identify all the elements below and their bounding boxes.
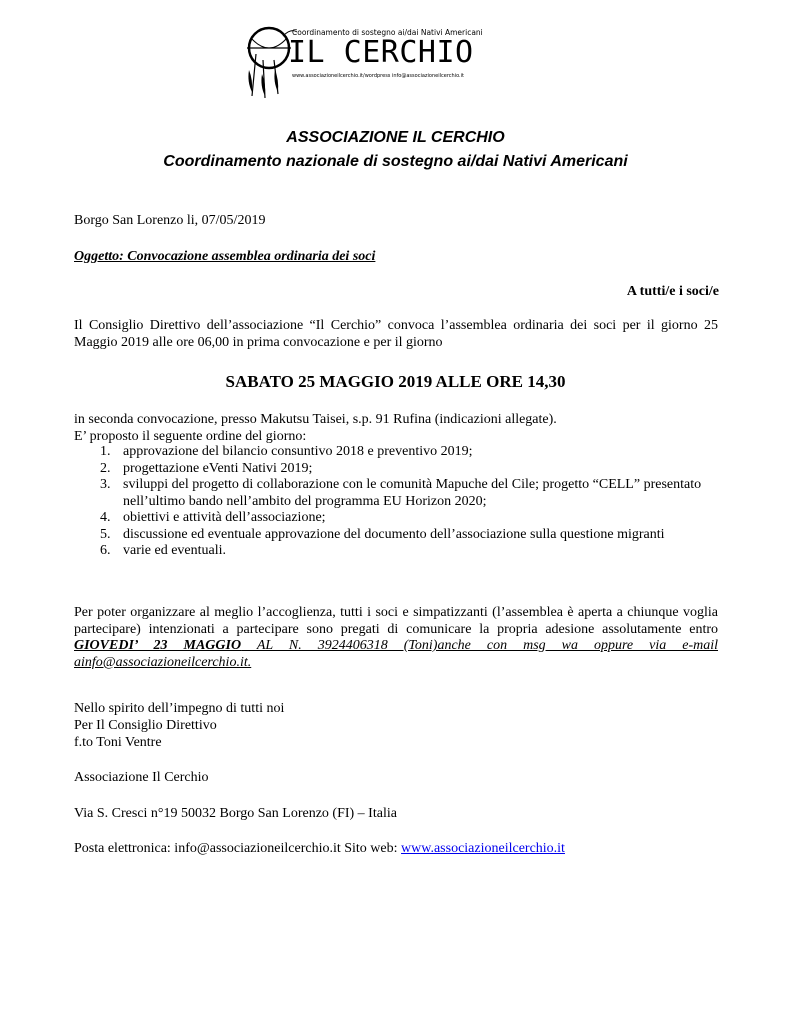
agenda-item-text: progettazione eVenti Nativi 2019; (123, 460, 313, 476)
agenda-item-number: 2. (100, 460, 111, 476)
recipients: A tutti/e i soci/e (626, 284, 719, 299)
meeting-date: SABATO 25 MAGGIO 2019 ALLE ORE 14,30 (225, 372, 566, 391)
place-date: Borgo San Lorenzo li, 07/05/2019 (74, 213, 266, 228)
org-name: Associazione Il Cerchio (74, 770, 209, 785)
agenda-item (74, 444, 734, 461)
agenda-item-number: 3. (100, 477, 111, 492)
logo (243, 14, 483, 100)
address: Via S. Cresci n°19 50032 Borgo San Lorenzo (FI) – Italia (74, 806, 397, 821)
agenda-item (74, 543, 734, 560)
agenda-item-text: sviluppi del progetto di collaborazione con le comunità Mapuche del Cile; progetto “CELL” presentato nell’ultimo bando nell’ambito del programma EU Horizon 2020; (123, 477, 702, 509)
org-subtitle: Coordinamento nazionale di sostegno ai/dai Nativi Americani (163, 153, 628, 170)
rsvp-deadline: GIOVEDI’ 23 MAGGIO (74, 638, 242, 653)
logo-links: www.associazioneilcerchio.it/wordpress info@associazioneilcerchio.it (292, 73, 464, 79)
agenda-item-number: 5. (100, 526, 111, 542)
intro-paragraph: Il Consiglio Direttivo dell’associazione “Il Cerchio” convoca l’assemblea ordinaria dei soci per il giorno 25 Maggio 2019 alle ore 06,00 in prima convocazione e per il giorno (74, 318, 718, 350)
agenda-item-number: 4. (100, 510, 111, 525)
agenda-item (74, 510, 734, 527)
subject-line: Oggetto: Convocazione assemblea ordinaria dei soci (74, 249, 376, 264)
agenda-item-number: 1. (100, 444, 111, 459)
contacts-prefix: Posta elettronica: info@associazioneilcerchio.it Sito web: (74, 841, 402, 856)
agenda-intro: E’ proposto il seguente ordine del giorno: (74, 429, 307, 444)
agenda-item-number: 6. (100, 543, 111, 558)
agenda-item (74, 477, 713, 510)
closing-line-2: Per Il Consiglio Direttivo (74, 718, 217, 733)
agenda-item (74, 527, 683, 544)
agenda-item (74, 461, 734, 478)
location-text: in seconda convocazione, presso Makutsu Taisei, s.p. 91 Rufina (indicazioni allegate). (74, 412, 557, 427)
contacts-line (74, 840, 565, 857)
logo-title: IL CERCHIO (288, 35, 474, 70)
agenda-item-text: approvazione del bilancio consuntivo 2018 e preventivo 2019; (123, 444, 473, 459)
logo-tagline: Coordinamento di sostegno ai/dai Nativi Americani (292, 28, 483, 37)
agenda-item-text: obiettivi e attività dell’associazione; (123, 510, 326, 525)
agenda-list (74, 444, 734, 560)
signature: f.to Toni Ventre (74, 735, 162, 750)
rsvp-paragraph (74, 605, 718, 671)
rsvp-contact: AL N. 3924406318 (Toni)anche con msg wa oppure via e-mail ainfo@associazioneilcerchio.it. (74, 638, 719, 670)
agenda-item-text: discussione ed eventuale approvazione del documento dell’associazione sulla questione migranti (123, 526, 665, 542)
website-link[interactable]: www.associazioneilcerchio.it (401, 841, 565, 856)
rsvp-text: Per poter organizzare al meglio l’accoglienza, tutti i soci e simpatizzanti (l’assemblea è aperta a chiunque voglia partecipare) intenzionati a partecipare sono pregati di comunicare la propria adesione assolutamente entro (74, 605, 718, 637)
agenda-item-text: varie ed eventuali. (123, 543, 227, 558)
org-title: ASSOCIAZIONE IL CERCHIO (286, 129, 505, 146)
closing-line-1: Nello spirito dell’impegno di tutti noi (74, 701, 285, 716)
